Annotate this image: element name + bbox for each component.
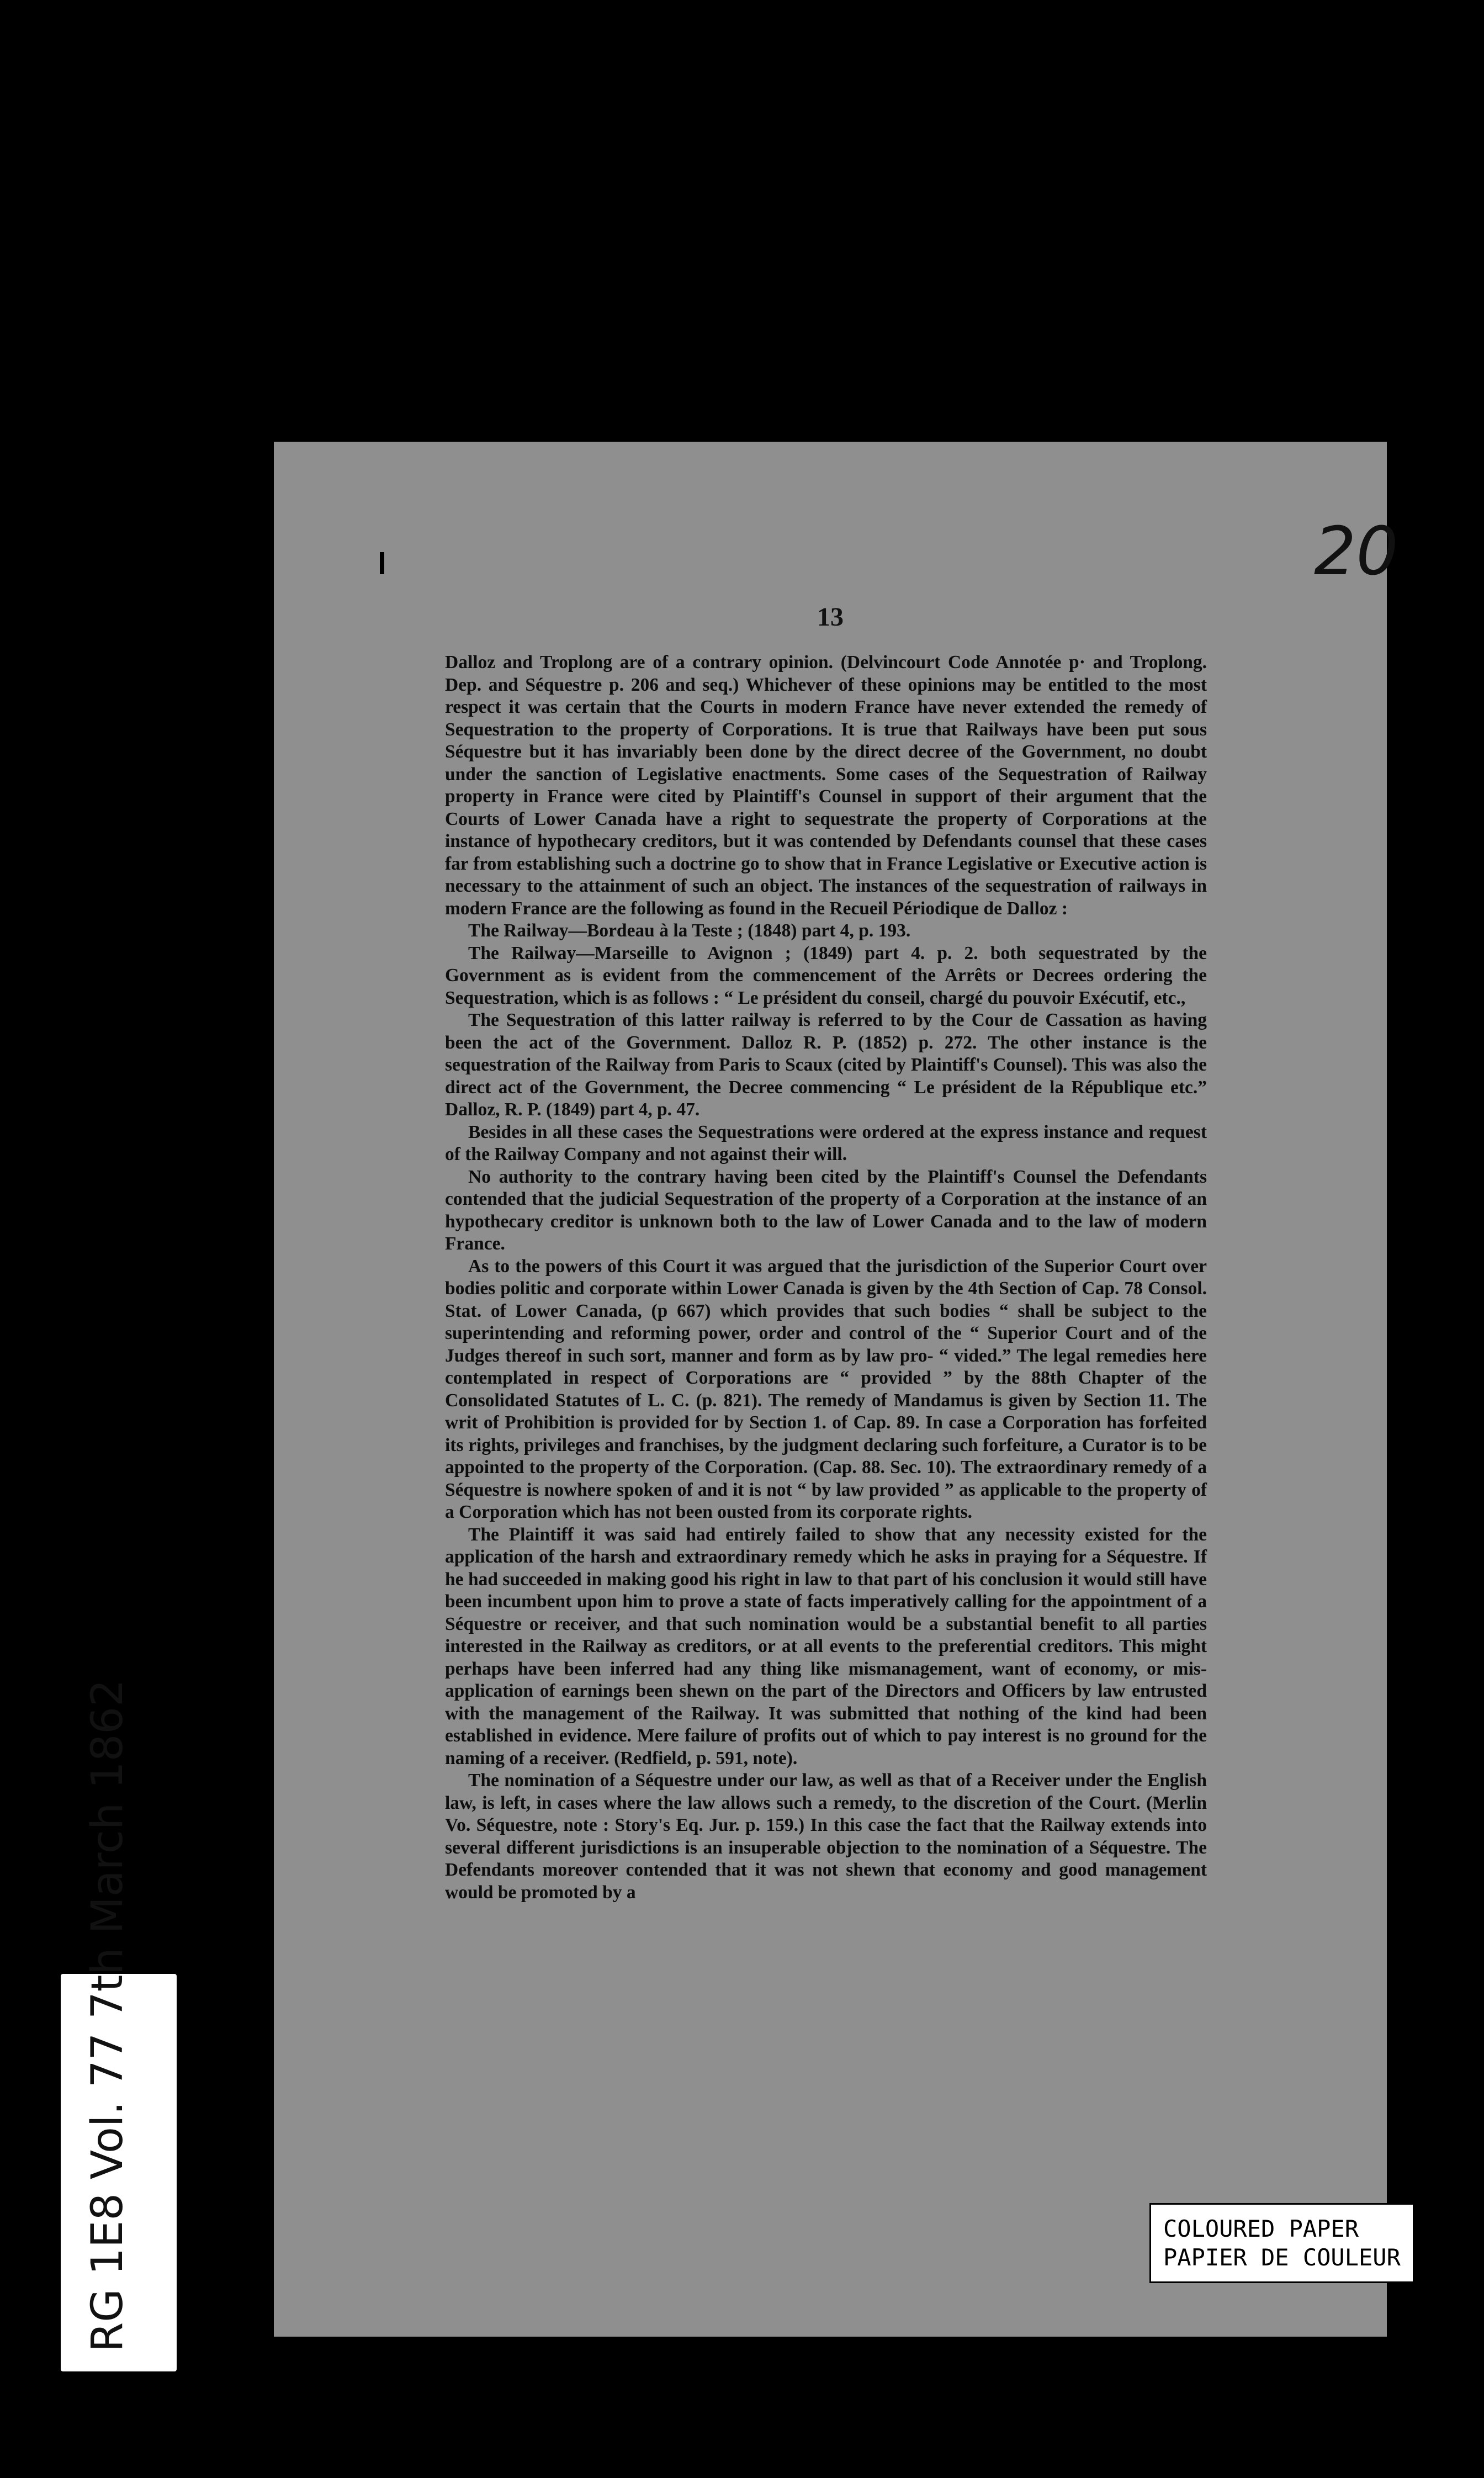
paragraph-9: The nomination of a Séquestre under our law, as well as that of a Receiver under the English law, is left, in cases where the law allows such a remedy, to the discretion of the Court. (Merlin Vo. Séquestre, note : Story's Eq. Jur. p. 159.) In this case the fact that the Railway extends into several different jurisdictions is an insuperable objection to the nomination of a Séquestre. The Defendants moreover contended that it was not shewn that economy and good management would be promoted by a (445, 1770, 1207, 1903)
paragraph-8: The Plaintiff it was said had entirely failed to show that any necessity existed for the application of the harsh and extraordinary remedy which he asks in praying for a Séquestre. If he had succeeded in making good his right in law to that part of his conclusion it would still have been incumbent upon him to prove a state of facts imperatively calling for the appointment of a Séquestre or receiver, and that such nomination would be a substantial benefit to all parties interested in the Railway as creditors, or at all events to the preferential creditors. This might perhaps have been inferred had any thing like mismanagement, want of economy, or mis-application of earnings been shewn on the part of the Directors and Officers by law entrusted with the management of the Railway. It was submitted that nothing of the kind had been established in evidence. Mere failure of profits out of which to pay interest is no ground for the naming of a receiver. (Redfield, p. 591, note). (445, 1524, 1207, 1769)
paragraph-5: Besides in all these cases the Sequestrations were ordered at the express instance and request of the Railway Company and not against their will. (445, 1121, 1207, 1164)
paragraph-6: No authority to the contrary having been cited by the Plaintiff's Counsel the Defendants contended that the judicial Sequestration of the property of a Corporation at the instance of an hypothecary creditor is unknown both to the law of Lower Canada and to the law of modern France. (445, 1166, 1207, 1254)
binding-mark (380, 552, 384, 574)
colour-label-line-2: PAPIER DE COULEUR (1163, 2244, 1401, 2271)
colour-label-line-1: COLOURED PAPER (1163, 2215, 1359, 2242)
paragraph-3: The Railway—Marseille to Avignon ; (1849) part 4. p. 2. both sequestrated by the Government as is evident from the commencement of the Arrêts or Decrees ordering the Sequestration, which is as follows : “ Le président du conseil, chargé du pouvoir Exécutif, etc., (445, 943, 1207, 1008)
paragraph-1: Dalloz and Troplong are of a contrary opinion. (Delvincourt Code Annotée p· and Troplong. Dep. and Séquestre p. 206 and seq.) Whichever of these opinions may be entitled to the most respect it was certain that the Courts in modern France have never extended the remedy of Sequestration to the property of Corporations. It is true that Railways have been put sous Séquestre but it has invariably been done by the direct decree of the Government, no doubt under the sanction of Legislative enactments. Some cases of the Sequestration of Railway property in France were cited by Plaintiff's Counsel in support of their argument that the Courts of Lower Canada have a right to sequestrate the property of Corporations at the instance of hypothecary creditors, but it was contended by Defendants counsel that these cases far from establishing such a doctrine go to show that in France Legislative or Executive action is necessary to the attainment of such an object. The instances of the sequestration of railways in modern France are the following as found in the Recueil Périodique de Dalloz : (445, 652, 1207, 919)
coloured-paper-label (1149, 2203, 1414, 2283)
page-number: 13 (817, 602, 844, 632)
archive-reference-text: RG 1E8 Vol. 77 7th March 1862 (83, 1679, 132, 2352)
paragraph-2: The Railway—Bordeau à la Teste ; (1848) part 4, p. 193. (468, 920, 911, 941)
page-body (445, 652, 1207, 1904)
paragraph-4: The Sequestration of this latter railway is referred to by the Cour de Cassation as having been the act of the Government. Dalloz R. P. (1852) p. 272. The other instance is the sequestration of the Railway from Paris to Scaux (cited by Plaintiff's Counsel). This was also the direct act of the Government, the Decree commencing “ Le président de la République etc.” Dalloz, R. P. (1849) part 4, p. 47. (445, 1010, 1207, 1120)
handwritten-folio-number: 20 (1314, 513, 1398, 590)
paragraph-7: As to the powers of this Court it was argued that the jurisdiction of the Superior Court over bodies politic and corporate within Lower Canada is given by the 4th Section of Cap. 78 Consol. Stat. of Lower Canada, (p 667) which provides that such bodies “ shall be subject to the superintending and reforming power, order and control of the “ Superior Court and of the Judges thereof in such sort, manner and form as by law pro- “ vided.” The legal remedies here contemplated in respect of Corporations are “ provided ” by the 88th Chapter of the Consolidated Statutes of L. C. (p. 821). The remedy of Mandamus is given by Section 11. The writ of Prohibition is provided for by Section 1. of Cap. 89. In case a Corporation has forfeited its rights, privileges and franchises, by the judgment declaring such forfeiture, a Curator is to be appointed to the property of the Corporation. (Cap. 88. Sec. 10). The extraordinary remedy of a Séquestre is nowhere spoken of and it is not “ by law provided ” as applicable to the property of a Corporation which has not been ousted from its corporate rights. (445, 1256, 1207, 1522)
body-text (445, 652, 1207, 1904)
